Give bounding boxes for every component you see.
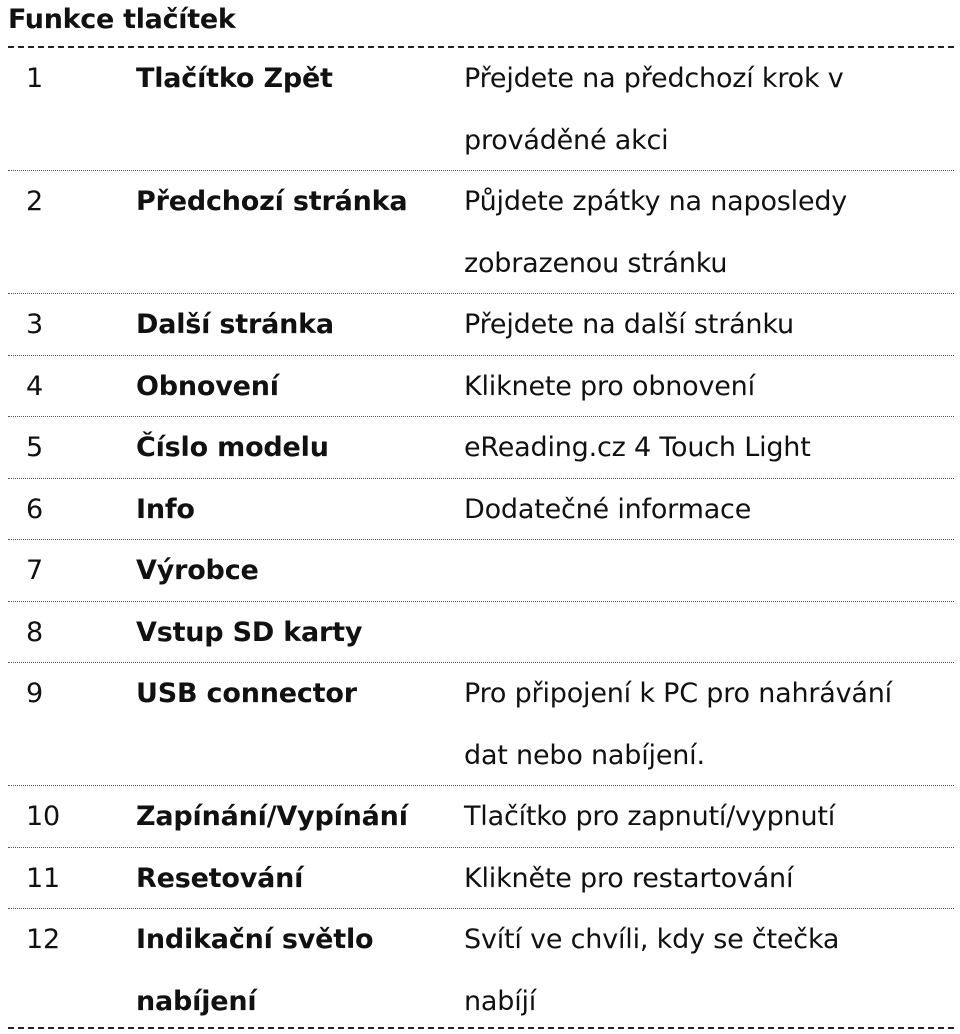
description-line: eReading.cz 4 Touch Light	[464, 432, 811, 463]
button-description	[464, 356, 960, 418]
description-line: nabíjí	[464, 985, 537, 1017]
page-title: Funkce tlačítek	[8, 4, 236, 35]
button-name: Zapínání/Vypínání	[136, 801, 408, 832]
description-line: Svítí ve chvíli, kdy se čtečka	[464, 924, 840, 955]
bottom-divider	[8, 1027, 954, 1029]
row-number: 9	[26, 678, 43, 709]
table-row	[8, 786, 954, 848]
table-row	[8, 294, 954, 356]
description-line: Přejdete na další stránku	[464, 309, 794, 340]
row-number: 7	[26, 555, 43, 586]
button-description	[464, 48, 960, 171]
table-row	[8, 479, 954, 541]
description-line: prováděné akci	[464, 124, 669, 156]
button-description	[464, 171, 960, 294]
table-row	[8, 356, 954, 418]
row-number: 4	[26, 370, 43, 402]
description-line: Dodatečné informace	[464, 493, 752, 525]
table-row	[8, 663, 954, 786]
table-row	[8, 848, 954, 910]
row-number: 8	[26, 616, 43, 648]
button-name: Vstup SD karty	[136, 616, 363, 648]
table-row	[8, 171, 954, 294]
button-name-line: Indikační světlo	[136, 924, 374, 955]
table-row	[8, 417, 954, 479]
description-line: dat nebo nabíjení.	[464, 739, 705, 771]
description-line: Kliknete pro obnovení	[464, 370, 755, 402]
row-number: 5	[26, 432, 43, 463]
description-line: zobrazenou stránku	[464, 247, 728, 279]
row-number: 2	[26, 186, 43, 217]
button-description	[464, 294, 960, 356]
button-name: USB connector	[136, 678, 357, 709]
row-number: 12	[26, 924, 60, 955]
button-name: Obnovení	[136, 370, 279, 402]
description-line: Pro připojení k PC pro nahrávání	[464, 678, 892, 709]
button-functions-table	[0, 48, 960, 1031]
button-name: Výrobce	[136, 555, 259, 586]
table-row	[8, 48, 954, 171]
button-description	[464, 786, 960, 848]
row-number: 11	[26, 862, 60, 894]
row-number: 10	[26, 801, 60, 832]
button-name: Tlačítko Zpět	[136, 63, 333, 94]
table-row	[8, 909, 954, 1031]
description-line: Tlačítko pro zapnutí/vypnutí	[464, 801, 836, 832]
button-name: Číslo modelu	[136, 432, 329, 463]
description-line: Přejdete na předchozí krok v	[464, 63, 844, 94]
button-name: Resetování	[136, 862, 304, 894]
row-number: 1	[26, 63, 43, 94]
table-row	[8, 540, 954, 602]
button-name: Info	[136, 493, 195, 525]
button-description	[464, 479, 960, 541]
button-name	[136, 909, 456, 1032]
button-description	[464, 848, 960, 910]
description-line: Půjdete zpátky na naposledy	[464, 186, 848, 217]
button-name-line: nabíjení	[136, 985, 257, 1017]
button-description	[464, 417, 960, 479]
button-name: Předchozí stránka	[136, 186, 408, 217]
row-number: 3	[26, 309, 43, 340]
table-row	[8, 602, 954, 664]
row-number: 6	[26, 493, 43, 525]
button-name: Další stránka	[136, 309, 334, 340]
description-line: Klikněte pro restartování	[464, 862, 794, 894]
button-description	[464, 663, 960, 786]
button-description	[464, 909, 960, 1032]
